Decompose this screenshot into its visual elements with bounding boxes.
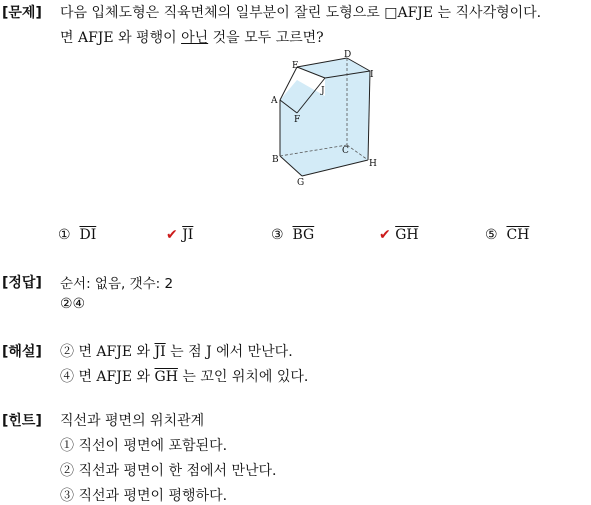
emphasis-not: 아닌 — [181, 30, 209, 46]
label-I: I — [370, 70, 374, 80]
problem-tag: [문제] — [2, 5, 42, 21]
answer-line-2: ②④ — [60, 296, 86, 312]
label-C: C — [342, 146, 349, 156]
check-icon: ✔ — [166, 227, 178, 243]
choice-4[interactable]: ✔ $\overline{GH}$ — [379, 227, 419, 243]
hint-line-1: 직선과 평면의 위치관계 — [60, 413, 205, 429]
choice-3[interactable]: ③ $\overline{BG}$ — [271, 227, 315, 243]
hint-tag: [힌트] — [2, 413, 42, 429]
explanation-line-2: ④ 면 AFJE 와 $\overline{GH}$ 는 꼬인 위치에 있다. — [60, 369, 309, 385]
explanation-line-1: ② 면 AFJE 와 $\overline{JI}$ 는 점 J 에서 만난다. — [60, 344, 293, 360]
choice-1[interactable]: ① $\overline{DI}$ — [58, 227, 97, 243]
choice-2[interactable]: ✔ $\overline{JI}$ — [166, 227, 194, 243]
label-E: E — [292, 61, 299, 71]
label-J: J — [321, 86, 325, 96]
hint-line-4: ③ 직선과 평면이 평행하다. — [60, 488, 228, 504]
problem-line-2: 면 AFJE 와 평행이 아닌 것을 모두 고르면? — [60, 30, 324, 46]
label-G: G — [297, 178, 305, 188]
answer-line-1: 순서: 없음, 갯수: 2 — [60, 276, 174, 292]
label-B: B — [272, 155, 279, 165]
hint-line-3: ② 직선과 평면이 한 점에서 만난다. — [60, 463, 277, 479]
label-F: F — [294, 115, 301, 125]
label-A: A — [271, 96, 278, 106]
label-H: H — [369, 159, 377, 169]
choice-5[interactable]: ⑤ $\overline{CH}$ — [485, 227, 530, 243]
solid-figure — [265, 50, 385, 190]
explanation-tag: [해설] — [2, 344, 42, 360]
label-D: D — [344, 50, 352, 60]
hint-line-2: ① 직선이 평면에 포함된다. — [60, 438, 228, 454]
check-icon: ✔ — [379, 227, 391, 243]
answer-tag: [정답] — [2, 275, 42, 291]
problem-line-1: 다음 입체도형은 직육면체의 일부분이 잘린 도형으로 □AFJE 는 직사각형이다. — [60, 5, 542, 21]
